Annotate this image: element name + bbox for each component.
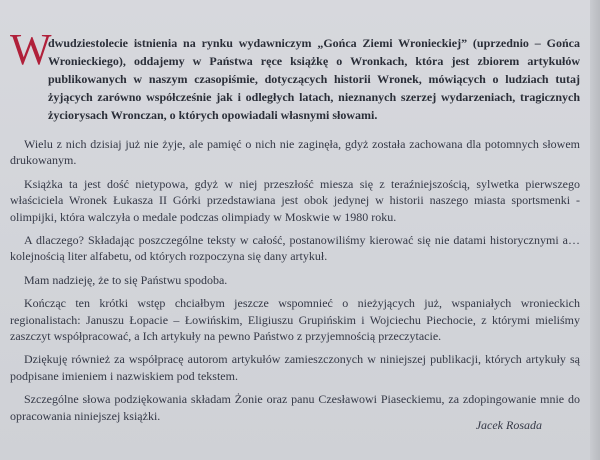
page-edge bbox=[590, 0, 600, 460]
intro-text: dwudziestolecie istnienia na rynku wydawniczym „Gońca Ziemi Wronieckiej” (uprzednio – Gońca Wronieckiego), oddajemy w Państwa ręce książkę o Wronkach, która jest zbiorem artykułów publikowanych w naszym czasopiśmie, dotyczących historii Wronek, mówiących o ludziach tutaj żyjących zarówno współcześnie jak i odległych latach, nieznanych szerzej wydarzeniach, tragicznych życiorysach Wronczan, o których opowiadali własnymi słowami. bbox=[48, 36, 580, 122]
drop-cap: W bbox=[10, 25, 52, 74]
paragraph: A dlaczego? Składając poszczególne teksty w całość, postanowiliśmy kierować się nie datami historycznymi a… kolejnością liter alfabetu, od których rozpoczyna się dany artykuł. bbox=[10, 233, 580, 264]
page-content bbox=[10, 25, 580, 431]
author-signature: Jacek Rosada bbox=[475, 418, 542, 432]
paragraph: Wielu z nich dzisiaj już nie żyje, ale pamięć o nich nie zaginęła, gdyż została zachowana dla potomnych słowem drukowanym. bbox=[10, 137, 580, 168]
paragraph: Szczególne słowa podziękowania składam Żonie oraz panu Czesławowi Piaseckiemu, za zdopingowanie mnie do opracowania niniejszej książki. bbox=[10, 392, 580, 423]
intro-paragraph bbox=[10, 25, 580, 124]
paragraph: Dziękuję również za współpracę autorom artykułów zamieszczonych w niniejszej publikacji, których artykuły są podpisane imieniem i nazwiskiem pod tekstem. bbox=[10, 352, 580, 383]
paragraph: Mam nadzieję, że to się Państwu spodoba. bbox=[24, 272, 228, 287]
paragraph: Książka ta jest dość nietypowa, gdyż w niej przeszłość miesza się z teraźniejszością, sylwetka pierwszego właściciela Wronek Łukasza II Górki przedstawiana jest obok jedynej w historii naszego miasta sportsmenki - olimpijki, która walczyła o medale podczas olimpiady w Moskwie w 1980 roku. bbox=[10, 176, 580, 224]
paragraph: Kończąc ten krótki wstęp chciałbym jeszcze wspomnieć o nieżyjących już, wspaniałych wronieckich regionalistach: Januszu Łopacie – Łowińskim, Eligiuszu Grupińskim i Wojciechu Piechocie, z którymi mieliśmy zaszczyt współpracować, a Ich artykuły na pewno Państwo z przyjemnością przeczytacie. bbox=[10, 296, 580, 344]
